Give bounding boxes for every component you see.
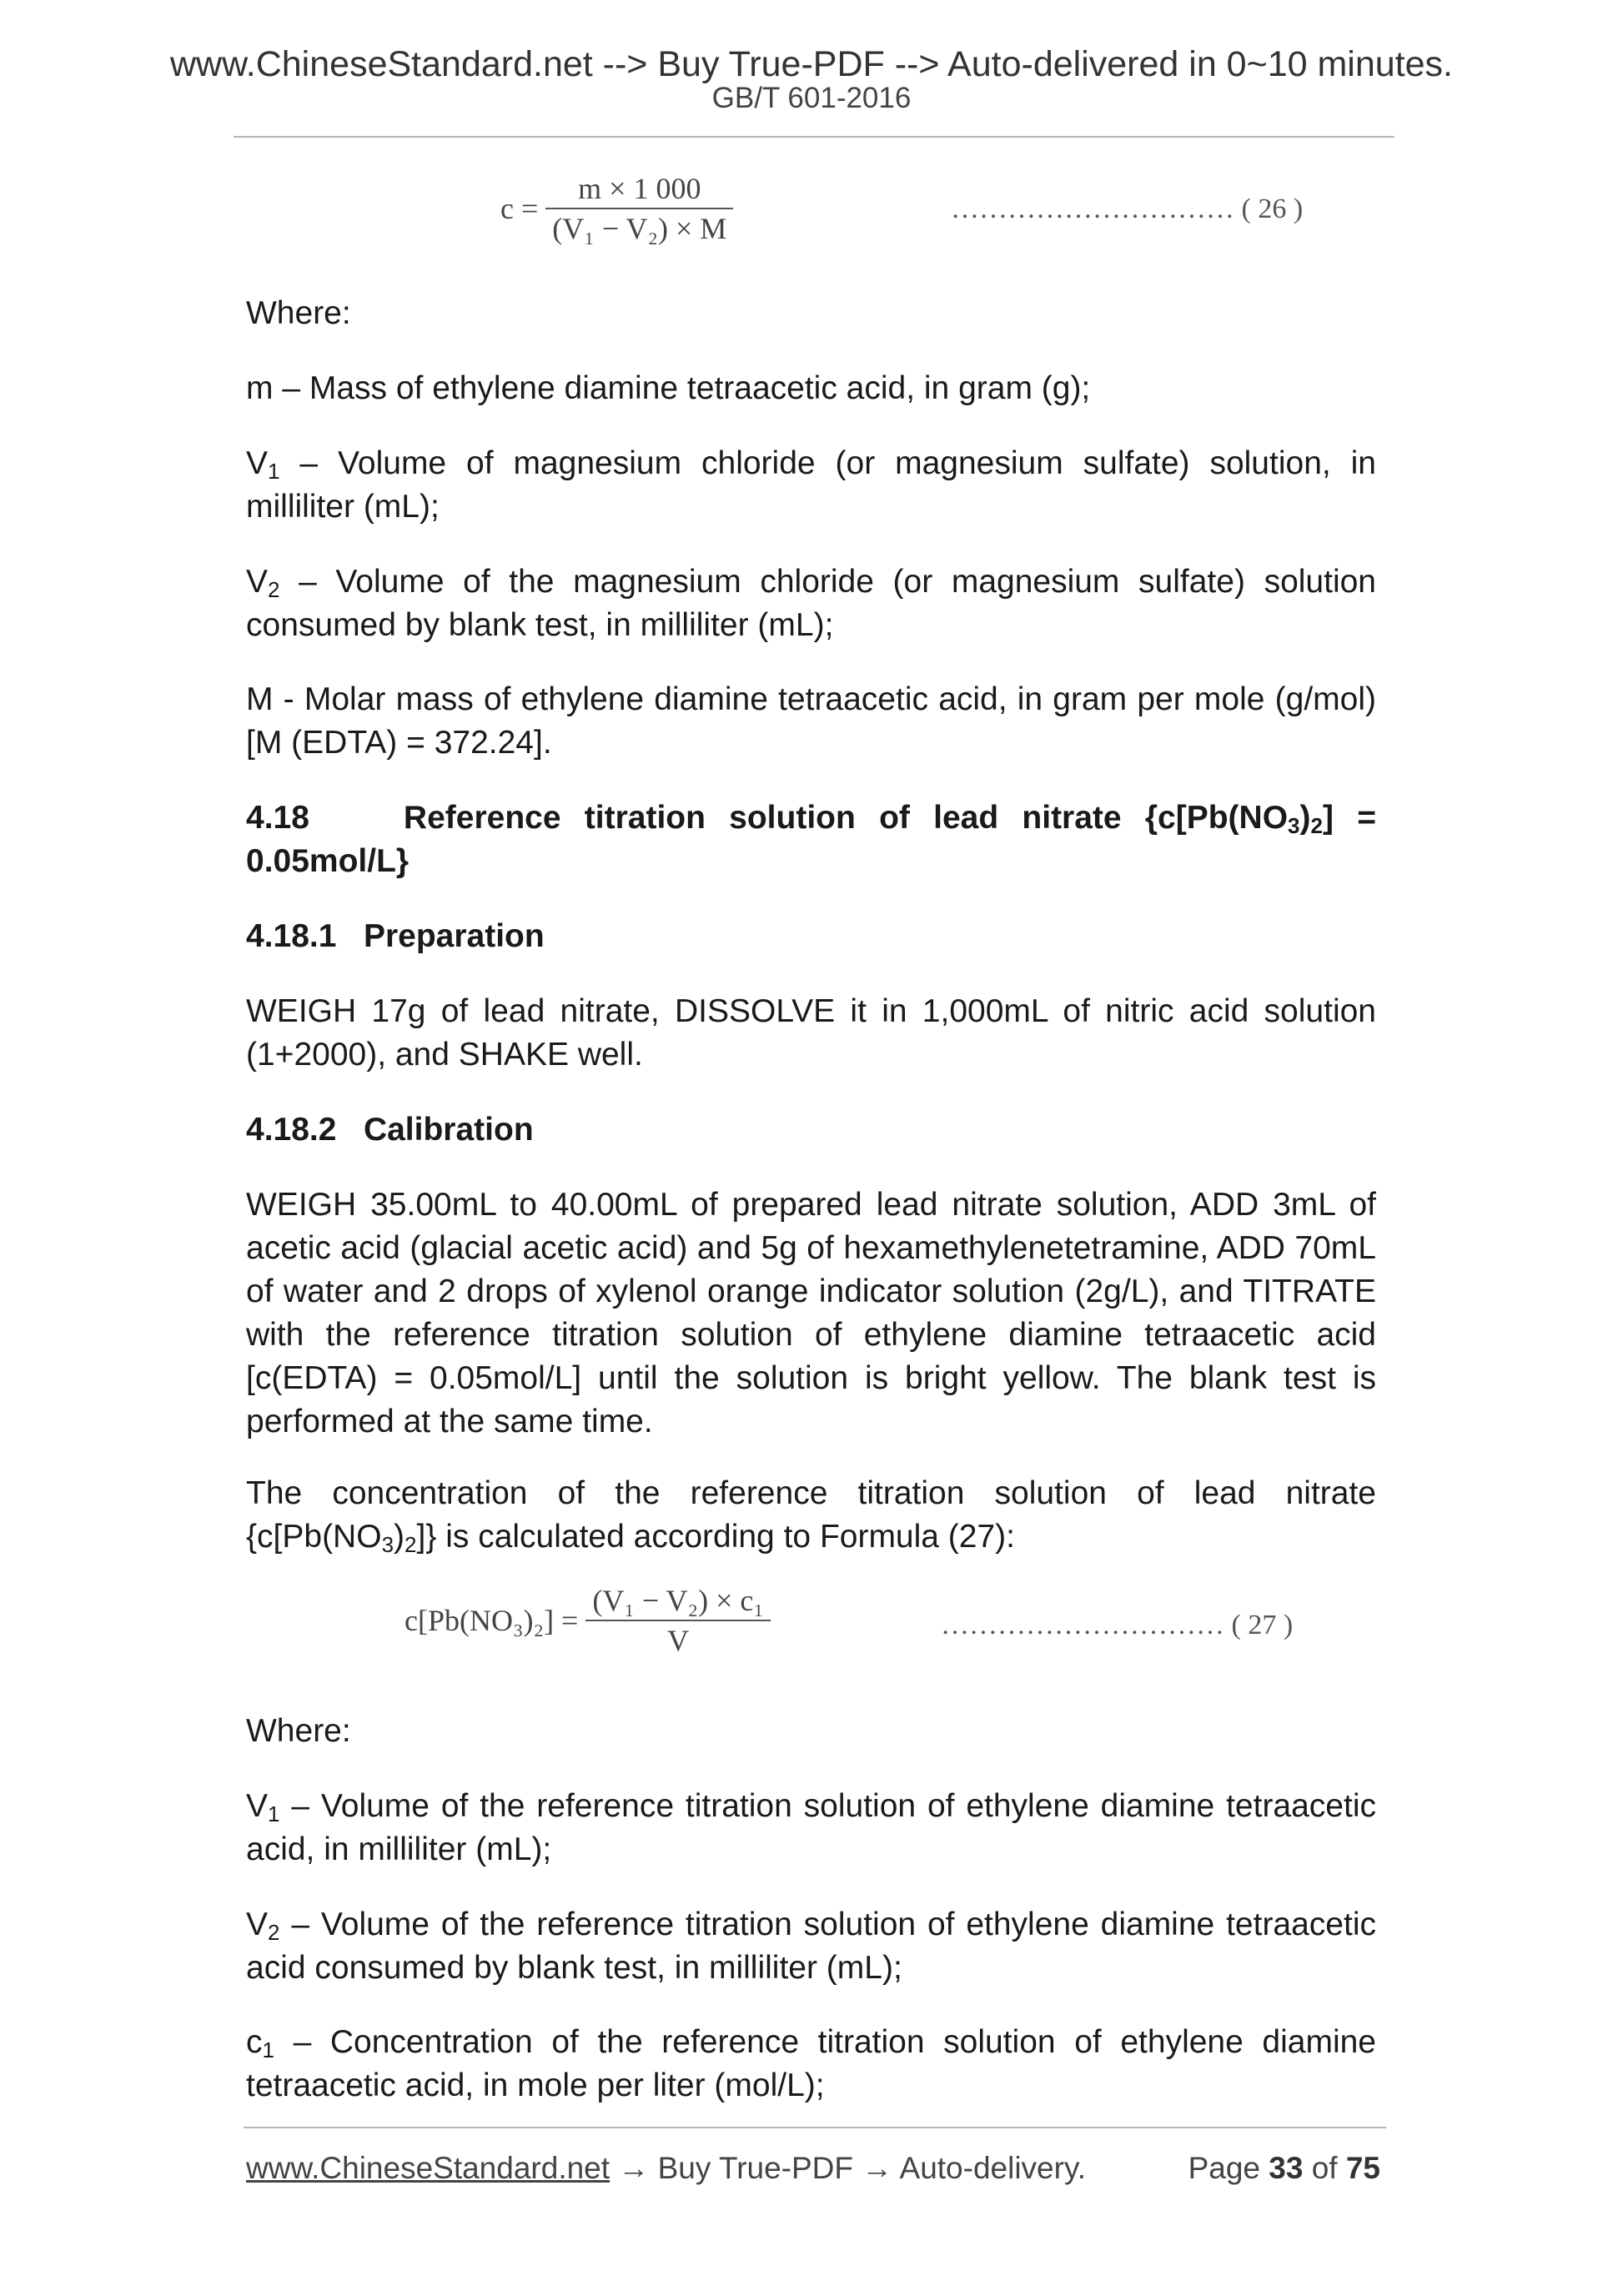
heading-4-18-number: 4.18 — [246, 800, 309, 836]
formula-26-number: ( 26 ) — [1241, 193, 1304, 224]
of-label: of — [1311, 2151, 1338, 2185]
v1b-symbol: V — [246, 1788, 269, 1824]
header-banner: www.ChineseStandard.net --> Buy True-PDF --> Auto-delivered in 0~10 minutes. — [169, 44, 1453, 84]
v2-subscript: 2 — [268, 577, 280, 602]
v1-text: – Volume of magnesium chloride (or magnesium sulfate) solution, in milliliter (mL); — [246, 445, 1376, 525]
footer-site-link[interactable]: www.ChineseStandard.net — [246, 2151, 611, 2185]
c1-symbol: c — [246, 2024, 263, 2060]
c1-text: – Concentration of the reference titration solution of ethylene diamine tetraacetic acid, in mole per liter (mol/L); — [246, 2024, 1376, 2103]
heading-4-18-1 — [246, 915, 1376, 958]
heading-4-18-title-c: ] = 0.05mol/L} — [246, 800, 1376, 879]
footer-divider — [244, 2127, 1386, 2128]
heading-4-18-2 — [246, 1108, 1376, 1152]
v1-subscript: 1 — [268, 459, 280, 484]
page-indicator — [1188, 2148, 1380, 2189]
definition-m: m – Mass of ethylene diamine tetraacetic acid, in gram (g); — [246, 370, 1091, 406]
current-page: 33 — [1269, 2151, 1304, 2185]
heading-4-18-sub-a: 3 — [1288, 813, 1300, 838]
definition-v2-b — [246, 1903, 1376, 1990]
definition-c1 — [246, 2021, 1376, 2108]
formula-27-leader — [941, 1610, 1293, 1641]
concentration-sub-b: 2 — [404, 1532, 417, 1557]
formula-27 — [404, 1583, 771, 1658]
header-divider — [234, 136, 1394, 138]
formula-27-fraction — [585, 1583, 771, 1658]
concentration-a: The concentration of the reference titration solution of lead nitrate {c[Pb(NO — [246, 1475, 1376, 1555]
concentration-b: ) — [394, 1519, 405, 1555]
formula-27-dots: ………………………… — [941, 1610, 1224, 1640]
where-label-2: Where: — [246, 1713, 351, 1749]
v1b-text: – Volume of the reference titration solution of ethylene diamine tetraacetic acid, in milliliter (mL); — [246, 1788, 1376, 1867]
where-label-1: Where: — [246, 295, 351, 331]
v2-text: – Volume of the magnesium chloride (or magnesium sulfate) solution consumed by blank test, in milliliter (mL); — [246, 564, 1376, 643]
formula-26-fraction — [545, 171, 733, 246]
formula-26 — [500, 171, 733, 246]
calibration-text: WEIGH 35.00mL to 40.00mL of prepared lead nitrate solution, ADD 3mL of acetic acid (glacial acetic acid) and 5g of hexamethylenetetramine, ADD 70mL of water and 2 drops of xylenol orange indicator solution (2g/L), and TITRATE with the reference titration solution of ethylene diamine tetraacetic acid [c(EDTA) = 0.05mol/L] until the solution is bright yellow. The blank test is performed at the same time. — [246, 1187, 1376, 1439]
heading-4-18-1-number: 4.18.1 — [246, 918, 337, 954]
v2b-symbol: V — [246, 1907, 269, 1942]
v1b-subscript: 1 — [268, 1801, 280, 1826]
v2b-text: – Volume of the reference titration solution of ethylene diamine tetraacetic acid consumed by blank test, in milliliter (mL); — [246, 1907, 1376, 1986]
footer-tagline: → Buy True-PDF → Auto-delivery. — [610, 2151, 1086, 2185]
definition-v1 — [246, 442, 1376, 529]
formula-27-denominator: V — [667, 1624, 690, 1657]
preparation-text: WEIGH 17g of lead nitrate, DISSOLVE it in 1,000mL of nitric acid solution (1+2000), and SHAKE well. — [246, 993, 1376, 1073]
formula-26-denominator: (V₁ − V₂) × M — [552, 212, 727, 245]
concentration-text — [246, 1472, 1376, 1559]
definition-v1-b — [246, 1785, 1376, 1871]
heading-4-18-2-title: Calibration — [363, 1112, 534, 1148]
formula-26-dots: ………………………… — [951, 193, 1234, 224]
v2-symbol: V — [246, 564, 269, 600]
formula-27-number: ( 27 ) — [1231, 1610, 1294, 1640]
heading-4-18 — [246, 796, 1376, 883]
heading-4-18-2-number: 4.18.2 — [246, 1112, 337, 1148]
concentration-sub-a: 3 — [381, 1532, 394, 1557]
page-footer — [246, 2148, 1389, 2189]
heading-4-18-sub-b: 2 — [1310, 813, 1323, 838]
formula-27-lhs: c[Pb(NO₃)₂] = — [404, 1604, 579, 1637]
definition-M: M - Molar mass of ethylene diamine tetraacetic acid, in gram per mole (g/mol) [M (EDTA) = 372.24]. — [246, 681, 1376, 761]
page-label: Page — [1188, 2151, 1260, 2185]
formula-26-leader — [951, 193, 1303, 225]
formula-27-numerator: (V₁ − V₂) × c₁ — [585, 1583, 771, 1621]
heading-4-18-1-title: Preparation — [363, 918, 545, 954]
formula-26-numerator: m × 1 000 — [545, 171, 733, 209]
heading-4-18-title-a: Reference titration solution of lead nitrate {c[Pb(NO — [403, 800, 1289, 836]
c1-subscript: 1 — [262, 2037, 274, 2062]
formula-26-lhs: c = — [500, 192, 539, 225]
heading-4-18-title-b: ) — [1299, 800, 1311, 836]
v2b-subscript: 2 — [268, 1920, 280, 1945]
concentration-c: ]} is calculated according to Formula (27): — [416, 1519, 1016, 1555]
definition-v2 — [246, 560, 1376, 647]
v1-symbol: V — [246, 445, 269, 481]
standard-number: GB/T 601-2016 — [711, 82, 912, 114]
total-pages: 75 — [1345, 2151, 1380, 2185]
